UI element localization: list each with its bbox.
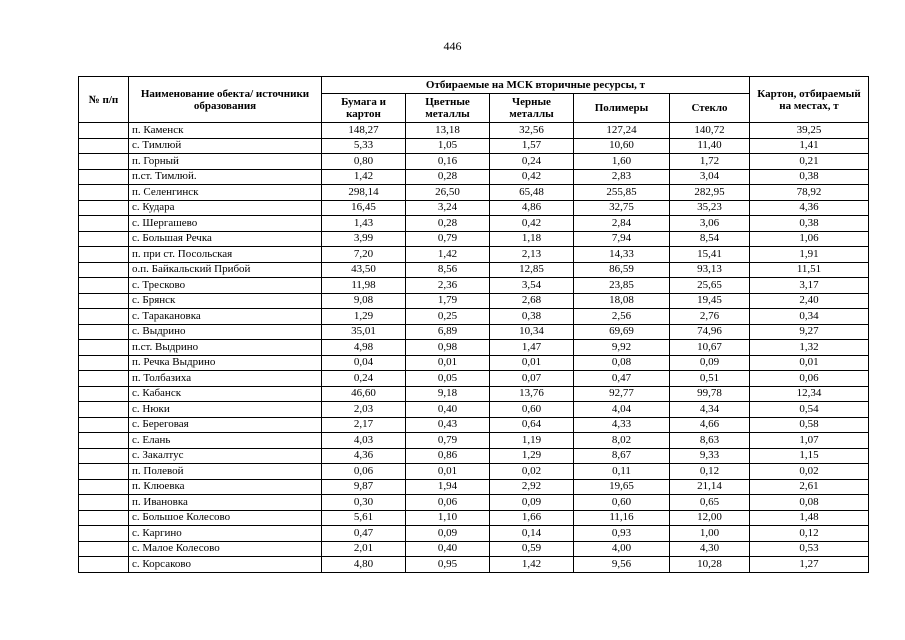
cell-ferrous: 0,60	[490, 402, 574, 418]
cell-paper: 2,01	[322, 541, 406, 557]
cell-nonferrous: 0,28	[406, 216, 490, 232]
cell-nonferrous: 0,79	[406, 433, 490, 449]
cell-polymers: 7,94	[574, 231, 670, 247]
cell-nonferrous: 1,79	[406, 293, 490, 309]
cell-cardboard: 2,61	[750, 479, 869, 495]
table-row	[79, 200, 869, 216]
cell-num	[79, 293, 129, 309]
cell-num	[79, 216, 129, 232]
cell-paper: 11,98	[322, 278, 406, 294]
table-row	[79, 402, 869, 418]
cell-cardboard: 1,91	[750, 247, 869, 263]
table-row	[79, 278, 869, 294]
cell-polymers: 4,04	[574, 402, 670, 418]
table-row	[79, 417, 869, 433]
cell-ferrous: 1,29	[490, 448, 574, 464]
table-row	[79, 123, 869, 139]
cell-paper: 4,80	[322, 557, 406, 573]
cell-ferrous: 0,02	[490, 464, 574, 480]
cell-num	[79, 247, 129, 263]
cell-paper: 9,87	[322, 479, 406, 495]
cell-paper: 5,33	[322, 138, 406, 154]
cell-glass: 10,67	[670, 340, 750, 356]
cell-paper: 0,30	[322, 495, 406, 511]
cell-glass: 4,30	[670, 541, 750, 557]
cell-ferrous: 2,92	[490, 479, 574, 495]
cell-name: п.ст. Тимлюй.	[129, 169, 322, 185]
cell-name: с. Корсаково	[129, 557, 322, 573]
cell-cardboard: 0,53	[750, 541, 869, 557]
cell-paper: 0,24	[322, 371, 406, 387]
cell-num	[79, 479, 129, 495]
cell-polymers: 0,47	[574, 371, 670, 387]
cell-num	[79, 185, 129, 201]
table-row	[79, 355, 869, 371]
cell-paper: 148,27	[322, 123, 406, 139]
cell-polymers: 11,16	[574, 510, 670, 526]
cell-paper: 0,06	[322, 464, 406, 480]
cell-nonferrous: 0,01	[406, 464, 490, 480]
cell-cardboard: 1,15	[750, 448, 869, 464]
cell-num	[79, 417, 129, 433]
cell-paper: 3,99	[322, 231, 406, 247]
cell-glass: 4,66	[670, 417, 750, 433]
cell-nonferrous: 0,43	[406, 417, 490, 433]
cell-name: с. Береговая	[129, 417, 322, 433]
table-row	[79, 309, 869, 325]
cell-cardboard: 39,25	[750, 123, 869, 139]
cell-ferrous: 0,01	[490, 355, 574, 371]
cell-cardboard: 0,01	[750, 355, 869, 371]
cell-ferrous: 0,42	[490, 216, 574, 232]
cell-paper: 0,04	[322, 355, 406, 371]
cell-nonferrous: 6,89	[406, 324, 490, 340]
cell-num	[79, 169, 129, 185]
cell-polymers: 8,67	[574, 448, 670, 464]
cell-num	[79, 464, 129, 480]
cell-cardboard: 0,34	[750, 309, 869, 325]
cell-name: п. Речка Выдрино	[129, 355, 322, 371]
cell-cardboard: 9,27	[750, 324, 869, 340]
cell-glass: 11,40	[670, 138, 750, 154]
cell-ferrous: 0,09	[490, 495, 574, 511]
cell-ferrous: 2,13	[490, 247, 574, 263]
cell-polymers: 0,08	[574, 355, 670, 371]
cell-num	[79, 309, 129, 325]
cell-glass: 2,76	[670, 309, 750, 325]
cell-nonferrous: 8,56	[406, 262, 490, 278]
cell-glass: 9,33	[670, 448, 750, 464]
table-row	[79, 433, 869, 449]
table-header	[79, 77, 869, 123]
cell-paper: 7,20	[322, 247, 406, 263]
cell-cardboard: 0,08	[750, 495, 869, 511]
cell-nonferrous: 0,01	[406, 355, 490, 371]
table-row	[79, 386, 869, 402]
cell-nonferrous: 0,06	[406, 495, 490, 511]
cell-glass: 0,09	[670, 355, 750, 371]
cell-num	[79, 448, 129, 464]
cell-polymers: 4,00	[574, 541, 670, 557]
cell-cardboard: 0,38	[750, 169, 869, 185]
cell-glass: 8,54	[670, 231, 750, 247]
cell-cardboard: 4,36	[750, 200, 869, 216]
cell-nonferrous: 1,94	[406, 479, 490, 495]
cell-cardboard: 1,27	[750, 557, 869, 573]
cell-paper: 298,14	[322, 185, 406, 201]
cell-nonferrous: 1,42	[406, 247, 490, 263]
cell-ferrous: 4,86	[490, 200, 574, 216]
cell-glass: 0,65	[670, 495, 750, 511]
table-row	[79, 247, 869, 263]
cell-glass: 99,78	[670, 386, 750, 402]
cell-polymers: 255,85	[574, 185, 670, 201]
table-row	[79, 340, 869, 356]
cell-nonferrous: 0,79	[406, 231, 490, 247]
cell-glass: 140,72	[670, 123, 750, 139]
cell-num	[79, 278, 129, 294]
cell-ferrous: 0,59	[490, 541, 574, 557]
cell-paper: 43,50	[322, 262, 406, 278]
cell-glass: 8,63	[670, 433, 750, 449]
cell-glass: 15,41	[670, 247, 750, 263]
cell-num	[79, 200, 129, 216]
cell-glass: 282,95	[670, 185, 750, 201]
cell-ferrous: 12,85	[490, 262, 574, 278]
cell-nonferrous: 1,05	[406, 138, 490, 154]
cell-nonferrous: 0,28	[406, 169, 490, 185]
recyclables-table	[78, 76, 869, 573]
cell-polymers: 23,85	[574, 278, 670, 294]
cell-num	[79, 371, 129, 387]
table-row	[79, 231, 869, 247]
cell-polymers: 0,11	[574, 464, 670, 480]
cell-num	[79, 402, 129, 418]
cell-name: с. Брянск	[129, 293, 322, 309]
table-row	[79, 557, 869, 573]
cell-glass: 12,00	[670, 510, 750, 526]
cell-polymers: 9,92	[574, 340, 670, 356]
header-name: Наименование обекта/ источники образования	[129, 77, 322, 123]
cell-nonferrous: 26,50	[406, 185, 490, 201]
cell-polymers: 10,60	[574, 138, 670, 154]
cell-ferrous: 0,24	[490, 154, 574, 170]
cell-paper: 0,80	[322, 154, 406, 170]
cell-glass: 10,28	[670, 557, 750, 573]
cell-nonferrous: 0,95	[406, 557, 490, 573]
cell-polymers: 0,60	[574, 495, 670, 511]
header-ferrous: Черные металлы	[490, 94, 574, 123]
cell-ferrous: 13,76	[490, 386, 574, 402]
cell-paper: 0,47	[322, 526, 406, 542]
cell-name: с. Малое Колесово	[129, 541, 322, 557]
cell-glass: 74,96	[670, 324, 750, 340]
cell-ferrous: 0,38	[490, 309, 574, 325]
cell-nonferrous: 0,09	[406, 526, 490, 542]
cell-name: с. Кабанск	[129, 386, 322, 402]
cell-num	[79, 340, 129, 356]
table-row	[79, 216, 869, 232]
table-row	[79, 154, 869, 170]
table-row	[79, 464, 869, 480]
cell-polymers: 2,56	[574, 309, 670, 325]
cell-polymers: 127,24	[574, 123, 670, 139]
cell-glass: 21,14	[670, 479, 750, 495]
cell-nonferrous: 0,40	[406, 402, 490, 418]
cell-cardboard: 3,17	[750, 278, 869, 294]
cell-name: с. Большое Колесово	[129, 510, 322, 526]
cell-polymers: 8,02	[574, 433, 670, 449]
cell-name: с. Выдрино	[129, 324, 322, 340]
cell-paper: 1,42	[322, 169, 406, 185]
header-cardboard-onsite: Картон, отбираемый на местах, т	[750, 77, 869, 123]
header-paper: Бумага и картон	[322, 94, 406, 123]
cell-num	[79, 154, 129, 170]
cell-ferrous: 1,47	[490, 340, 574, 356]
cell-nonferrous: 9,18	[406, 386, 490, 402]
cell-ferrous: 0,42	[490, 169, 574, 185]
cell-polymers: 69,69	[574, 324, 670, 340]
cell-nonferrous: 0,25	[406, 309, 490, 325]
cell-name: с. Таракановка	[129, 309, 322, 325]
cell-polymers: 4,33	[574, 417, 670, 433]
cell-nonferrous: 0,16	[406, 154, 490, 170]
cell-polymers: 2,83	[574, 169, 670, 185]
cell-polymers: 32,75	[574, 200, 670, 216]
cell-polymers: 92,77	[574, 386, 670, 402]
cell-name: п. Клюевка	[129, 479, 322, 495]
cell-nonferrous: 0,98	[406, 340, 490, 356]
cell-num	[79, 433, 129, 449]
cell-num	[79, 231, 129, 247]
cell-name: с. Елань	[129, 433, 322, 449]
table-row	[79, 169, 869, 185]
cell-name: о.п. Байкальский Прибой	[129, 262, 322, 278]
cell-glass: 0,51	[670, 371, 750, 387]
table-row	[79, 541, 869, 557]
header-group: Отбираемые на МСК вторичные ресурсы, т	[322, 77, 750, 94]
cell-num	[79, 123, 129, 139]
header-num: № п/п	[79, 77, 129, 123]
cell-num	[79, 324, 129, 340]
cell-paper: 4,03	[322, 433, 406, 449]
cell-ferrous: 1,57	[490, 138, 574, 154]
cell-ferrous: 32,56	[490, 123, 574, 139]
header-nonferrous: Цветные металлы	[406, 94, 490, 123]
page-number: 446	[443, 39, 462, 53]
cell-polymers: 9,56	[574, 557, 670, 573]
cell-nonferrous: 13,18	[406, 123, 490, 139]
cell-ferrous: 1,66	[490, 510, 574, 526]
header-polymers: Полимеры	[574, 94, 670, 123]
cell-cardboard: 2,40	[750, 293, 869, 309]
cell-cardboard: 0,21	[750, 154, 869, 170]
cell-num	[79, 138, 129, 154]
cell-glass: 93,13	[670, 262, 750, 278]
cell-glass: 3,04	[670, 169, 750, 185]
cell-name: с. Закалтус	[129, 448, 322, 464]
cell-glass: 4,34	[670, 402, 750, 418]
cell-ferrous: 2,68	[490, 293, 574, 309]
cell-polymers: 19,65	[574, 479, 670, 495]
cell-num	[79, 386, 129, 402]
cell-cardboard: 11,51	[750, 262, 869, 278]
cell-num	[79, 557, 129, 573]
cell-name: с. Нюки	[129, 402, 322, 418]
cell-paper: 35,01	[322, 324, 406, 340]
cell-cardboard: 0,38	[750, 216, 869, 232]
cell-polymers: 0,93	[574, 526, 670, 542]
table-row	[79, 138, 869, 154]
cell-nonferrous: 3,24	[406, 200, 490, 216]
cell-cardboard: 0,02	[750, 464, 869, 480]
table-row	[79, 510, 869, 526]
cell-name: п. Полевой	[129, 464, 322, 480]
cell-cardboard: 1,48	[750, 510, 869, 526]
cell-cardboard: 0,54	[750, 402, 869, 418]
table-row	[79, 479, 869, 495]
cell-paper: 2,17	[322, 417, 406, 433]
cell-paper: 16,45	[322, 200, 406, 216]
cell-paper: 46,60	[322, 386, 406, 402]
cell-ferrous: 65,48	[490, 185, 574, 201]
cell-name: п. при ст. Посольская	[129, 247, 322, 263]
cell-paper: 1,29	[322, 309, 406, 325]
cell-glass: 19,45	[670, 293, 750, 309]
cell-polymers: 86,59	[574, 262, 670, 278]
cell-nonferrous: 0,86	[406, 448, 490, 464]
cell-polymers: 18,08	[574, 293, 670, 309]
cell-name: с. Кудара	[129, 200, 322, 216]
cell-nonferrous: 0,05	[406, 371, 490, 387]
cell-ferrous: 0,14	[490, 526, 574, 542]
cell-cardboard: 1,41	[750, 138, 869, 154]
table-row	[79, 526, 869, 542]
cell-num	[79, 262, 129, 278]
cell-paper: 2,03	[322, 402, 406, 418]
cell-nonferrous: 0,40	[406, 541, 490, 557]
cell-glass: 1,72	[670, 154, 750, 170]
cell-ferrous: 1,42	[490, 557, 574, 573]
table-row	[79, 185, 869, 201]
cell-paper: 9,08	[322, 293, 406, 309]
cell-num	[79, 526, 129, 542]
cell-polymers: 1,60	[574, 154, 670, 170]
cell-polymers: 2,84	[574, 216, 670, 232]
table-row	[79, 324, 869, 340]
cell-paper: 1,43	[322, 216, 406, 232]
cell-cardboard: 0,58	[750, 417, 869, 433]
cell-cardboard: 0,12	[750, 526, 869, 542]
table-row	[79, 448, 869, 464]
cell-name: с. Тимлюй	[129, 138, 322, 154]
cell-name: с. Большая Речка	[129, 231, 322, 247]
cell-glass: 3,06	[670, 216, 750, 232]
table-row	[79, 495, 869, 511]
cell-cardboard: 78,92	[750, 185, 869, 201]
cell-name: п. Горный	[129, 154, 322, 170]
header-glass: Стекло	[670, 94, 750, 123]
cell-name: п. Ивановка	[129, 495, 322, 511]
cell-ferrous: 1,18	[490, 231, 574, 247]
cell-cardboard: 1,32	[750, 340, 869, 356]
cell-glass: 25,65	[670, 278, 750, 294]
cell-nonferrous: 2,36	[406, 278, 490, 294]
cell-polymers: 14,33	[574, 247, 670, 263]
cell-paper: 4,98	[322, 340, 406, 356]
cell-num	[79, 541, 129, 557]
cell-name: с. Тресково	[129, 278, 322, 294]
cell-ferrous: 10,34	[490, 324, 574, 340]
cell-glass: 1,00	[670, 526, 750, 542]
table-row	[79, 293, 869, 309]
cell-cardboard: 12,34	[750, 386, 869, 402]
cell-ferrous: 0,64	[490, 417, 574, 433]
cell-ferrous: 0,07	[490, 371, 574, 387]
cell-name: п. Селенгинск	[129, 185, 322, 201]
cell-cardboard: 1,07	[750, 433, 869, 449]
table-row	[79, 262, 869, 278]
cell-ferrous: 1,19	[490, 433, 574, 449]
cell-name: с. Каргино	[129, 526, 322, 542]
cell-paper: 4,36	[322, 448, 406, 464]
cell-name: с. Шергашево	[129, 216, 322, 232]
cell-cardboard: 0,06	[750, 371, 869, 387]
cell-name: п. Каменск	[129, 123, 322, 139]
cell-name: п.ст. Выдрино	[129, 340, 322, 356]
cell-nonferrous: 1,10	[406, 510, 490, 526]
cell-paper: 5,61	[322, 510, 406, 526]
cell-num	[79, 355, 129, 371]
cell-num	[79, 510, 129, 526]
cell-cardboard: 1,06	[750, 231, 869, 247]
cell-glass: 35,23	[670, 200, 750, 216]
table-body	[79, 123, 869, 573]
cell-glass: 0,12	[670, 464, 750, 480]
table-row	[79, 371, 869, 387]
cell-name: п. Толбазиха	[129, 371, 322, 387]
cell-num	[79, 495, 129, 511]
cell-ferrous: 3,54	[490, 278, 574, 294]
